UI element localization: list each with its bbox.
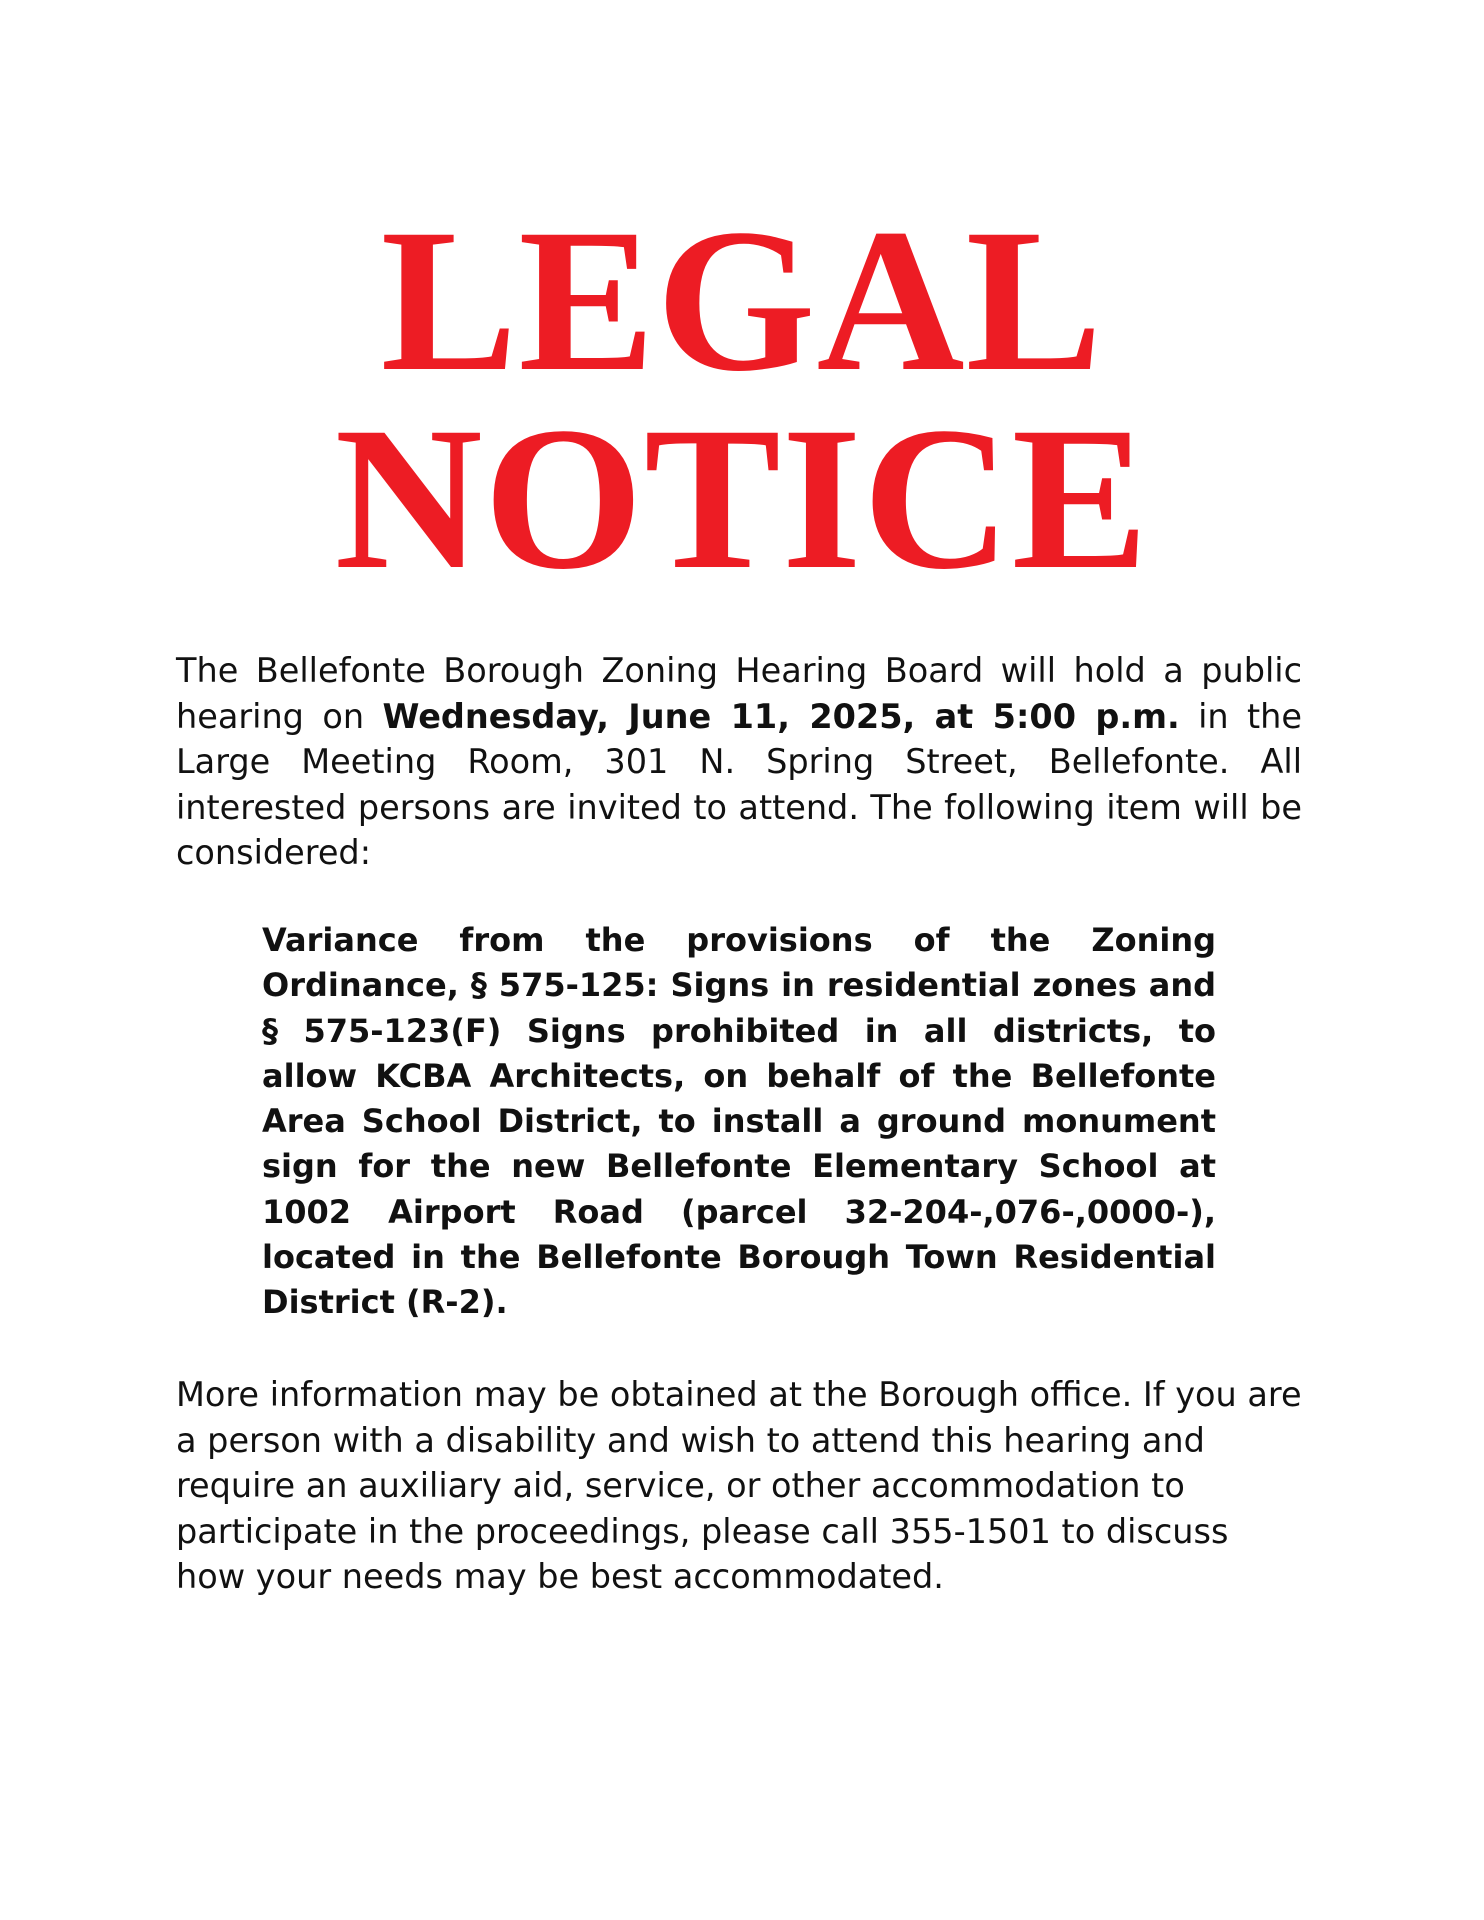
intro-text-part2: in the Large Meeting Room, 301 N. Spring Street, Bellefonte. All interested persons are invited to attend. The following item will be considered: [176,696,1302,872]
intro-text-part1: The Bellefonte Borough Zoning Hearing Board will hold a public hearing on [176,651,1302,736]
intro-paragraph [176,648,1302,876]
hearing-date-time: Wednesday, June 11, 2025, at 5:00 p.m. [382,696,1180,736]
title-legal: LEGAL [380,187,1104,414]
more-info-paragraph: More information may be obtained at the Borough office. If you are a person with a disability and wish to attend this hearing and require an auxiliary aid, service, or other accommodation to participate in the proceedings, please call 355-1501 to discuss how your needs may be best accommodated. [176,1375,1302,1596]
variance-item: Variance from the provisions of the Zoning Ordinance, § 575-125: Signs in residential zones and § 575-123(F) Signs prohibited in all districts, to allow KCBA Architects, on behalf of the Bellefonte Area School District, to install a ground monument sign for the new Bellefonte Elementary School at 1002 Airport Road (parcel 32-204-,076-,0000-), located in the Bellefonte Borough Town Residential District (R-2). [262,921,1216,1322]
title-notice: NOTICE [334,385,1150,612]
